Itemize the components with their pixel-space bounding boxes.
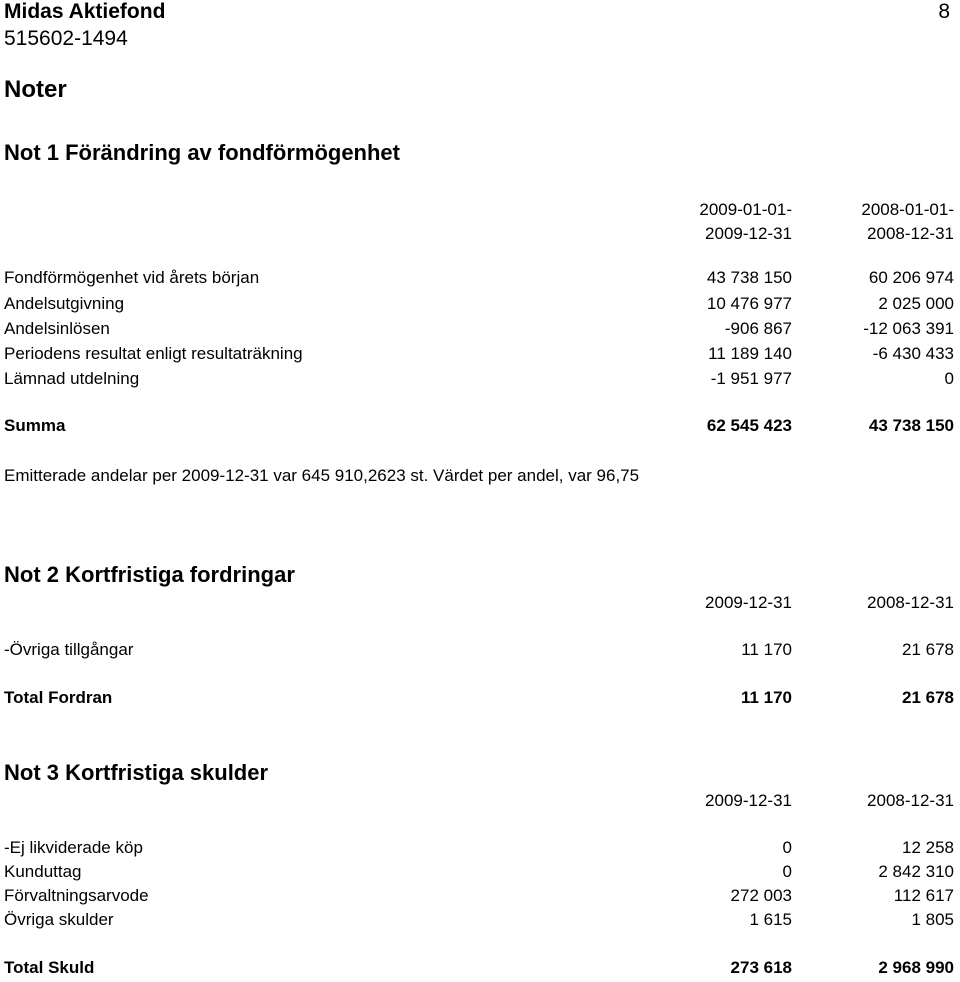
org-number: 515602-1494: [4, 27, 128, 50]
section-title: Noter: [4, 76, 67, 103]
note2-title: Not 2 Kortfristiga fordringar: [4, 562, 295, 587]
row-value-2008: 21 678: [902, 640, 954, 659]
note1-footnote-row: [4, 466, 954, 490]
table-row: [4, 344, 954, 368]
note1-title: Not 1 Förändring av fondförmögenhet: [4, 140, 400, 165]
note2-col-header-row: [4, 593, 954, 617]
row-value-2009: 10 476 977: [706, 294, 792, 313]
table-row: [4, 838, 954, 862]
row-value-2009: -906 867: [724, 319, 792, 338]
note3-col1-header: 2009-12-31: [705, 791, 792, 810]
note1-col2-header-line1: 2008-01-01-: [861, 200, 954, 219]
row-label: Förvaltningsarvode: [4, 886, 149, 905]
table-row: [4, 910, 954, 934]
note1-col-header-row2: [4, 224, 954, 248]
row-value-2009: 1 615: [749, 910, 792, 929]
fund-name: Midas Aktiefond: [4, 0, 166, 23]
note1-col2-header-line2: 2008-12-31: [867, 224, 954, 243]
row-value-2008: 1 805: [911, 910, 954, 929]
row-value-2009: 11 189 140: [708, 344, 792, 363]
table-row: [4, 369, 954, 393]
row-value-2009: 0: [782, 862, 792, 881]
row-value-2008: 2 025 000: [878, 294, 954, 313]
total-label: Total Skuld: [4, 958, 95, 977]
note1-footnote: Emitterade andelar per 2009-12-31 var 645 910,2623 st. Värdet per andel, var 96,75: [4, 466, 640, 485]
row-value-2009: 0: [782, 838, 792, 857]
note2-col2-header: 2008-12-31: [867, 593, 954, 612]
table-row: [4, 294, 954, 318]
row-value-2009: 43 738 150: [706, 268, 792, 287]
total-value-2008: 21 678: [902, 688, 954, 707]
row-value-2008: 12 258: [902, 838, 954, 857]
total-row: [4, 958, 954, 982]
note1-col-header-row1: [4, 200, 954, 224]
row-value-2008: -6 430 433: [872, 344, 954, 363]
row-label: Fondförmögenhet vid årets början: [4, 268, 260, 287]
total-label: Total Fordran: [4, 688, 113, 707]
row-label: Lämnad utdelning: [4, 369, 140, 388]
table-row: [4, 268, 954, 292]
table-row: [4, 862, 954, 886]
table-row: [4, 319, 954, 343]
row-label: -Övriga tillgångar: [4, 640, 134, 659]
row-value-2008: 0: [944, 369, 954, 388]
total-value-2009: 11 170: [740, 688, 792, 707]
table-row: [4, 886, 954, 910]
note3-col-header-row: [4, 791, 954, 815]
note3-title: Not 3 Kortfristiga skulder: [4, 760, 269, 785]
note3-col2-header: 2008-12-31: [867, 791, 954, 810]
total-row: [4, 416, 954, 440]
total-row: [4, 688, 954, 712]
row-value-2008: 112 617: [893, 886, 954, 905]
page-number: 8: [938, 0, 950, 23]
row-label: Andelsinlösen: [4, 319, 110, 338]
total-value-2009: 273 618: [730, 958, 792, 977]
row-label: Periodens resultat enligt resultaträkning: [4, 344, 303, 363]
row-value-2008: 60 206 974: [868, 268, 954, 287]
row-value-2008: 2 842 310: [878, 862, 954, 881]
row-value-2009: 272 003: [730, 886, 792, 905]
total-value-2009: 62 545 423: [706, 416, 792, 435]
note1-col1-header-line2: 2009-12-31: [705, 224, 792, 243]
note1-col1-header-line1: 2009-01-01-: [699, 200, 792, 219]
row-label: -Ej likviderade köp: [4, 838, 143, 857]
row-value-2008: -12 063 391: [863, 319, 954, 338]
total-value-2008: 43 738 150: [868, 416, 954, 435]
note2-col1-header: 2009-12-31: [705, 593, 792, 612]
table-row: [4, 640, 954, 664]
total-value-2008: 2 968 990: [878, 958, 954, 977]
row-value-2009: -1 951 977: [710, 369, 792, 388]
row-value-2009: 11 170: [741, 640, 792, 659]
total-label: Summa: [4, 416, 66, 435]
row-label: Andelsutgivning: [4, 294, 125, 313]
row-label: Övriga skulder: [4, 910, 114, 929]
row-label: Kunduttag: [4, 862, 82, 881]
